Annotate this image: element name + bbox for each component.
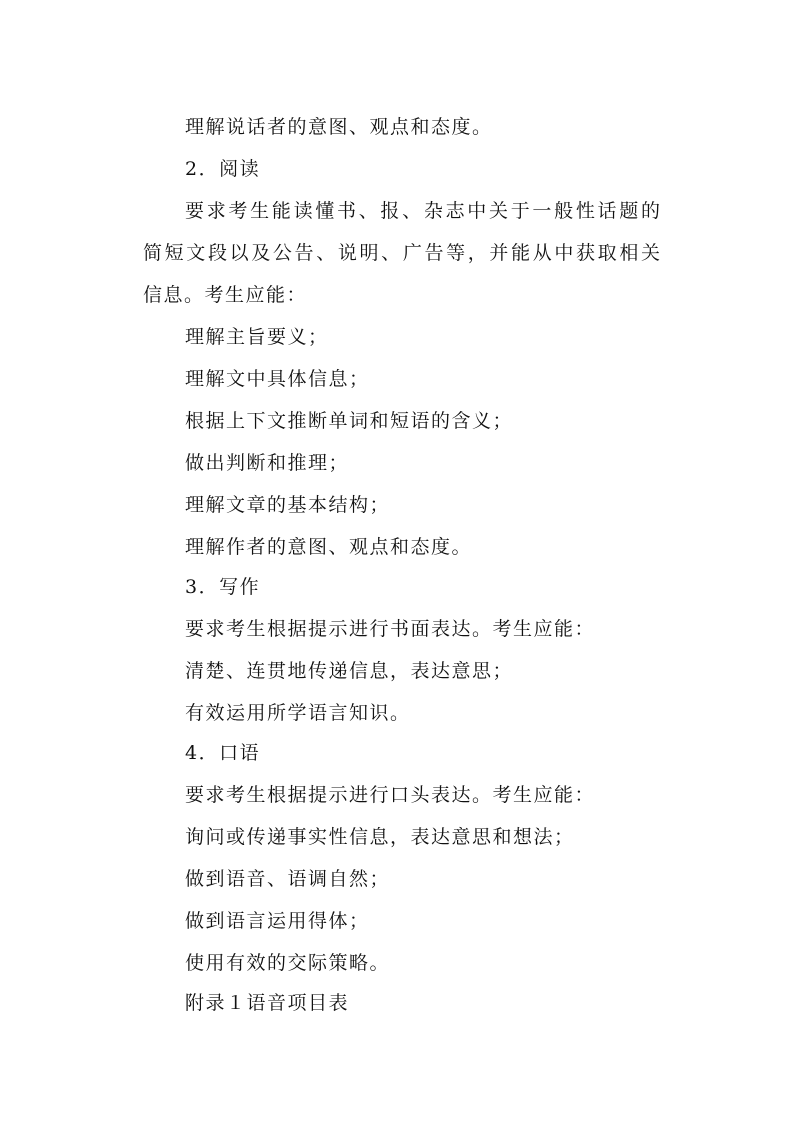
reading-skill-item: 理解主旨要义； <box>185 326 329 348</box>
reading-intro-line-2: 简短文段以及公告、说明、广告等，并能从中获取相关 <box>143 242 660 264</box>
reading-skill-item: 理解文中具体信息； <box>185 368 370 390</box>
speaking-skill-item: 使用有效的交际策略。 <box>185 952 391 974</box>
speaking-intro: 要求考生根据提示进行口头表达。考生应能： <box>185 784 596 806</box>
speaking-skill-item: 做到语言运用得体； <box>185 910 370 932</box>
writing-heading: 3．写作 <box>185 576 261 598</box>
appendix-title: 附录１语音项目表 <box>185 992 350 1014</box>
writing-skill-item: 清楚、连贯地传递信息，表达意思； <box>185 660 514 682</box>
reading-heading: 2．阅读 <box>185 158 261 180</box>
reading-skill-item: 根据上下文推断单词和短语的含义； <box>185 410 514 432</box>
speaking-heading: 4．口语 <box>185 742 261 764</box>
speaking-skill-item: 询问或传递事实性信息，表达意思和想法； <box>185 826 575 848</box>
reading-skill-item: 理解文章的基本结构； <box>185 494 391 516</box>
reading-intro-line-3: 信息。考生应能： <box>143 284 308 306</box>
reading-skill-item: 理解作者的意图、观点和态度。 <box>185 536 473 558</box>
speaking-skill-item: 做到语音、语调自然； <box>185 868 391 890</box>
reading-skill-item: 做出判断和推理； <box>185 452 350 474</box>
listening-skill-item: 理解说话者的意图、观点和态度。 <box>185 116 493 138</box>
writing-skill-item: 有效运用所学语言知识。 <box>185 702 411 724</box>
reading-intro-line-1: 要求考生能读懂书、报、杂志中关于一般性话题的 <box>185 200 660 222</box>
writing-intro: 要求考生根据提示进行书面表达。考生应能： <box>185 618 596 640</box>
